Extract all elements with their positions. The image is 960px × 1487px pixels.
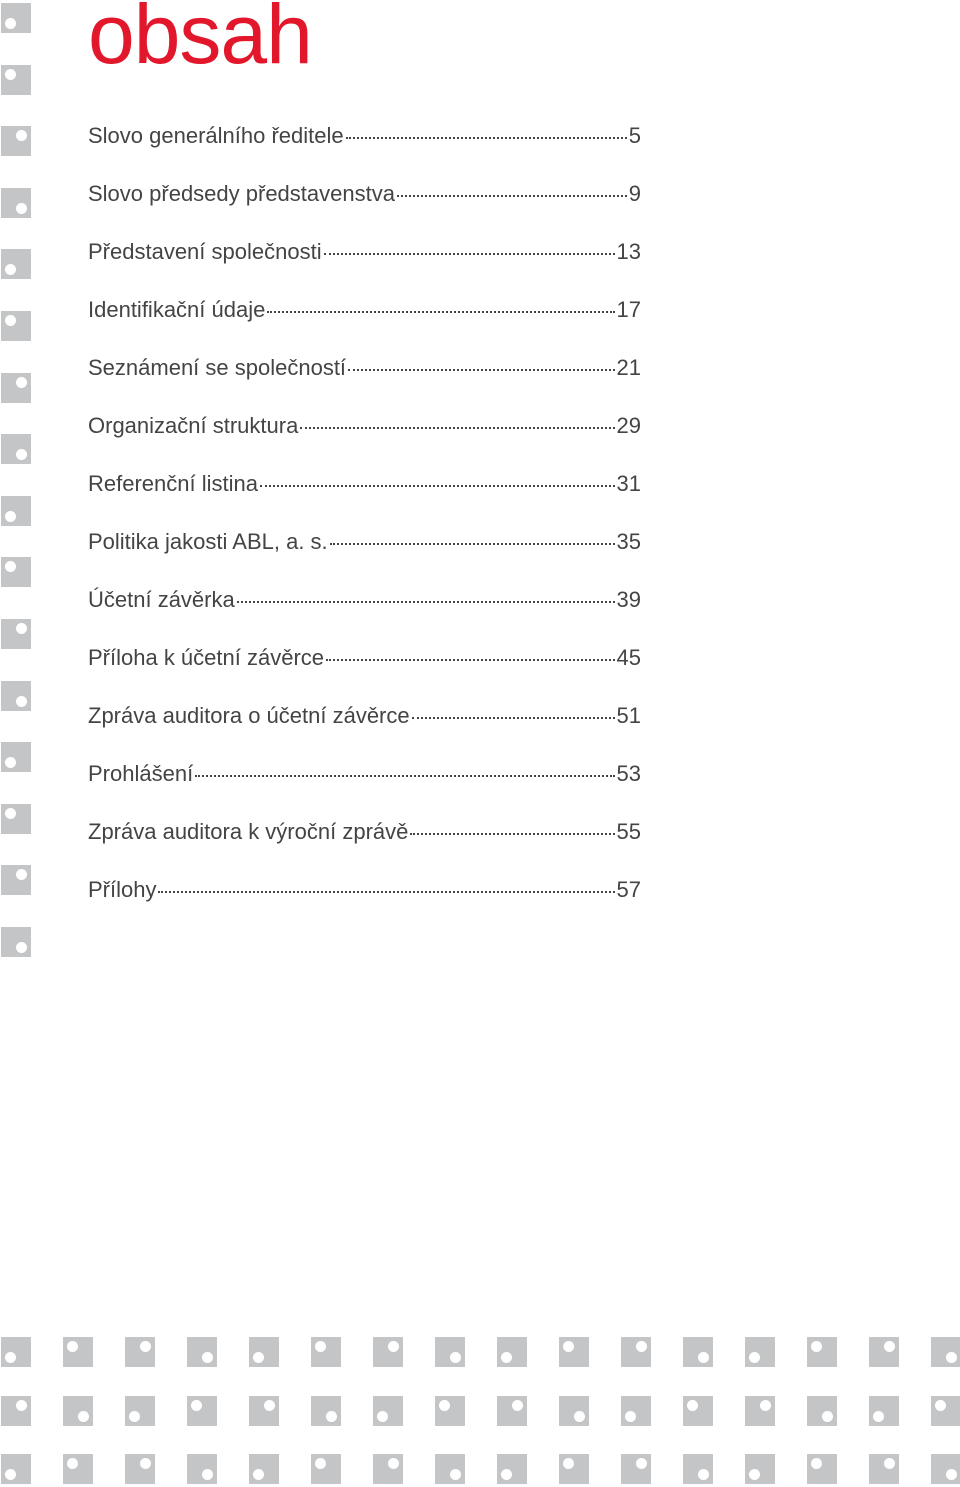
pattern-square bbox=[63, 1337, 93, 1367]
toc-entry[interactable] bbox=[88, 703, 641, 761]
pattern-square bbox=[249, 1454, 279, 1484]
pattern-square bbox=[1, 1454, 31, 1484]
pattern-square bbox=[125, 1337, 155, 1367]
pattern-square bbox=[621, 1454, 651, 1484]
toc-leader bbox=[397, 195, 627, 197]
pattern-square bbox=[559, 1396, 589, 1426]
pattern-square bbox=[249, 1396, 279, 1426]
pattern-square bbox=[373, 1337, 403, 1367]
toc-entry[interactable] bbox=[88, 877, 641, 935]
toc-page-number: 51 bbox=[616, 703, 641, 728]
pattern-square bbox=[807, 1454, 837, 1484]
toc-leader bbox=[267, 311, 614, 313]
pattern-square bbox=[931, 1454, 960, 1484]
pattern-square bbox=[311, 1337, 341, 1367]
page-title: obsah bbox=[88, 0, 312, 81]
pattern-square bbox=[1, 65, 31, 95]
toc-label: Seznámení se společností bbox=[88, 355, 347, 380]
toc-page-number: 35 bbox=[616, 529, 641, 554]
toc-entry[interactable] bbox=[88, 819, 641, 877]
pattern-square bbox=[1, 927, 31, 957]
pattern-square bbox=[187, 1454, 217, 1484]
pattern-square bbox=[373, 1396, 403, 1426]
pattern-square bbox=[187, 1337, 217, 1367]
pattern-square bbox=[1, 496, 31, 526]
pattern-square bbox=[1, 126, 31, 156]
pattern-square bbox=[497, 1337, 527, 1367]
pattern-square bbox=[311, 1396, 341, 1426]
pattern-square bbox=[683, 1454, 713, 1484]
pattern-square bbox=[497, 1396, 527, 1426]
toc-leader bbox=[260, 485, 615, 487]
pattern-square bbox=[1, 1396, 31, 1426]
toc-label: Politika jakosti ABL, a. s. bbox=[88, 529, 328, 554]
pattern-square bbox=[745, 1396, 775, 1426]
toc-page-number: 39 bbox=[616, 587, 641, 612]
pattern-square bbox=[931, 1337, 960, 1367]
pattern-square bbox=[63, 1454, 93, 1484]
toc-entry[interactable] bbox=[88, 123, 641, 181]
pattern-square bbox=[1, 188, 31, 218]
toc-entry[interactable] bbox=[88, 645, 641, 703]
pattern-square bbox=[869, 1454, 899, 1484]
table-of-contents bbox=[88, 123, 641, 935]
toc-entry[interactable] bbox=[88, 413, 641, 471]
toc-page-number: 21 bbox=[616, 355, 641, 380]
pattern-square bbox=[559, 1337, 589, 1367]
toc-leader bbox=[195, 775, 614, 777]
pattern-square bbox=[1, 619, 31, 649]
pattern-square bbox=[1, 373, 31, 403]
toc-label: Prohlášení bbox=[88, 761, 194, 786]
toc-entry[interactable] bbox=[88, 355, 641, 413]
pattern-square bbox=[869, 1337, 899, 1367]
toc-entry[interactable] bbox=[88, 297, 641, 355]
pattern-square bbox=[187, 1396, 217, 1426]
toc-leader bbox=[158, 891, 614, 893]
pattern-square bbox=[559, 1454, 589, 1484]
toc-leader bbox=[348, 369, 614, 371]
toc-label: Organizační struktura bbox=[88, 413, 299, 438]
toc-label: Slovo předsedy představenstva bbox=[88, 181, 395, 206]
toc-label: Příloha k účetní závěrce bbox=[88, 645, 325, 670]
toc-entry[interactable] bbox=[88, 181, 641, 239]
toc-label: Zpráva auditora k výroční zprávě bbox=[88, 819, 409, 844]
toc-entry[interactable] bbox=[88, 471, 641, 529]
pattern-square bbox=[807, 1337, 837, 1367]
toc-leader bbox=[346, 137, 627, 139]
pattern-square bbox=[1, 249, 31, 279]
toc-leader bbox=[324, 253, 615, 255]
toc-label: Představení společnosti bbox=[88, 239, 322, 264]
toc-entry[interactable] bbox=[88, 529, 641, 587]
toc-leader bbox=[410, 833, 614, 835]
toc-leader bbox=[237, 601, 615, 603]
pattern-square bbox=[435, 1396, 465, 1426]
pattern-square bbox=[1, 557, 31, 587]
pattern-square bbox=[683, 1337, 713, 1367]
toc-leader bbox=[412, 717, 615, 719]
pattern-square bbox=[125, 1454, 155, 1484]
toc-page-number: 29 bbox=[616, 413, 641, 438]
pattern-square bbox=[497, 1454, 527, 1484]
pattern-square bbox=[745, 1337, 775, 1367]
pattern-square bbox=[311, 1454, 341, 1484]
pattern-square bbox=[807, 1396, 837, 1426]
pattern-square bbox=[745, 1454, 775, 1484]
toc-entry[interactable] bbox=[88, 587, 641, 645]
pattern-square bbox=[621, 1337, 651, 1367]
toc-entry[interactable] bbox=[88, 239, 641, 297]
pattern-square bbox=[373, 1454, 403, 1484]
pattern-square bbox=[435, 1337, 465, 1367]
toc-page-number: 53 bbox=[616, 761, 641, 786]
toc-page-number: 9 bbox=[628, 181, 641, 206]
toc-leader bbox=[330, 543, 615, 545]
pattern-square bbox=[1, 434, 31, 464]
pattern-square bbox=[435, 1454, 465, 1484]
toc-label: Identifikační údaje bbox=[88, 297, 266, 322]
pattern-square bbox=[683, 1396, 713, 1426]
toc-label: Účetní závěrka bbox=[88, 587, 235, 612]
pattern-square bbox=[1, 311, 31, 341]
pattern-square bbox=[1, 865, 31, 895]
toc-page-number: 17 bbox=[616, 297, 641, 322]
toc-leader bbox=[326, 659, 615, 661]
pattern-square bbox=[125, 1396, 155, 1426]
pattern-square bbox=[1, 742, 31, 772]
pattern-square bbox=[1, 1337, 31, 1367]
toc-label: Slovo generálního ředitele bbox=[88, 123, 344, 148]
pattern-square bbox=[63, 1396, 93, 1426]
pattern-square bbox=[621, 1396, 651, 1426]
toc-page-number: 57 bbox=[616, 877, 641, 902]
toc-page-number: 45 bbox=[616, 645, 641, 670]
toc-page-number: 31 bbox=[616, 471, 641, 496]
toc-page-number: 5 bbox=[628, 123, 641, 148]
toc-label: Přílohy bbox=[88, 877, 157, 902]
pattern-square bbox=[869, 1396, 899, 1426]
toc-leader bbox=[300, 427, 614, 429]
toc-page-number: 55 bbox=[616, 819, 641, 844]
toc-label: Zpráva auditora o účetní závěrce bbox=[88, 703, 410, 728]
pattern-square bbox=[249, 1337, 279, 1367]
pattern-square bbox=[931, 1396, 960, 1426]
toc-entry[interactable] bbox=[88, 761, 641, 819]
toc-label: Referenční listina bbox=[88, 471, 258, 496]
toc-page-number: 13 bbox=[616, 239, 641, 264]
pattern-square bbox=[1, 3, 31, 33]
pattern-square bbox=[1, 681, 31, 711]
pattern-square bbox=[1, 804, 31, 834]
